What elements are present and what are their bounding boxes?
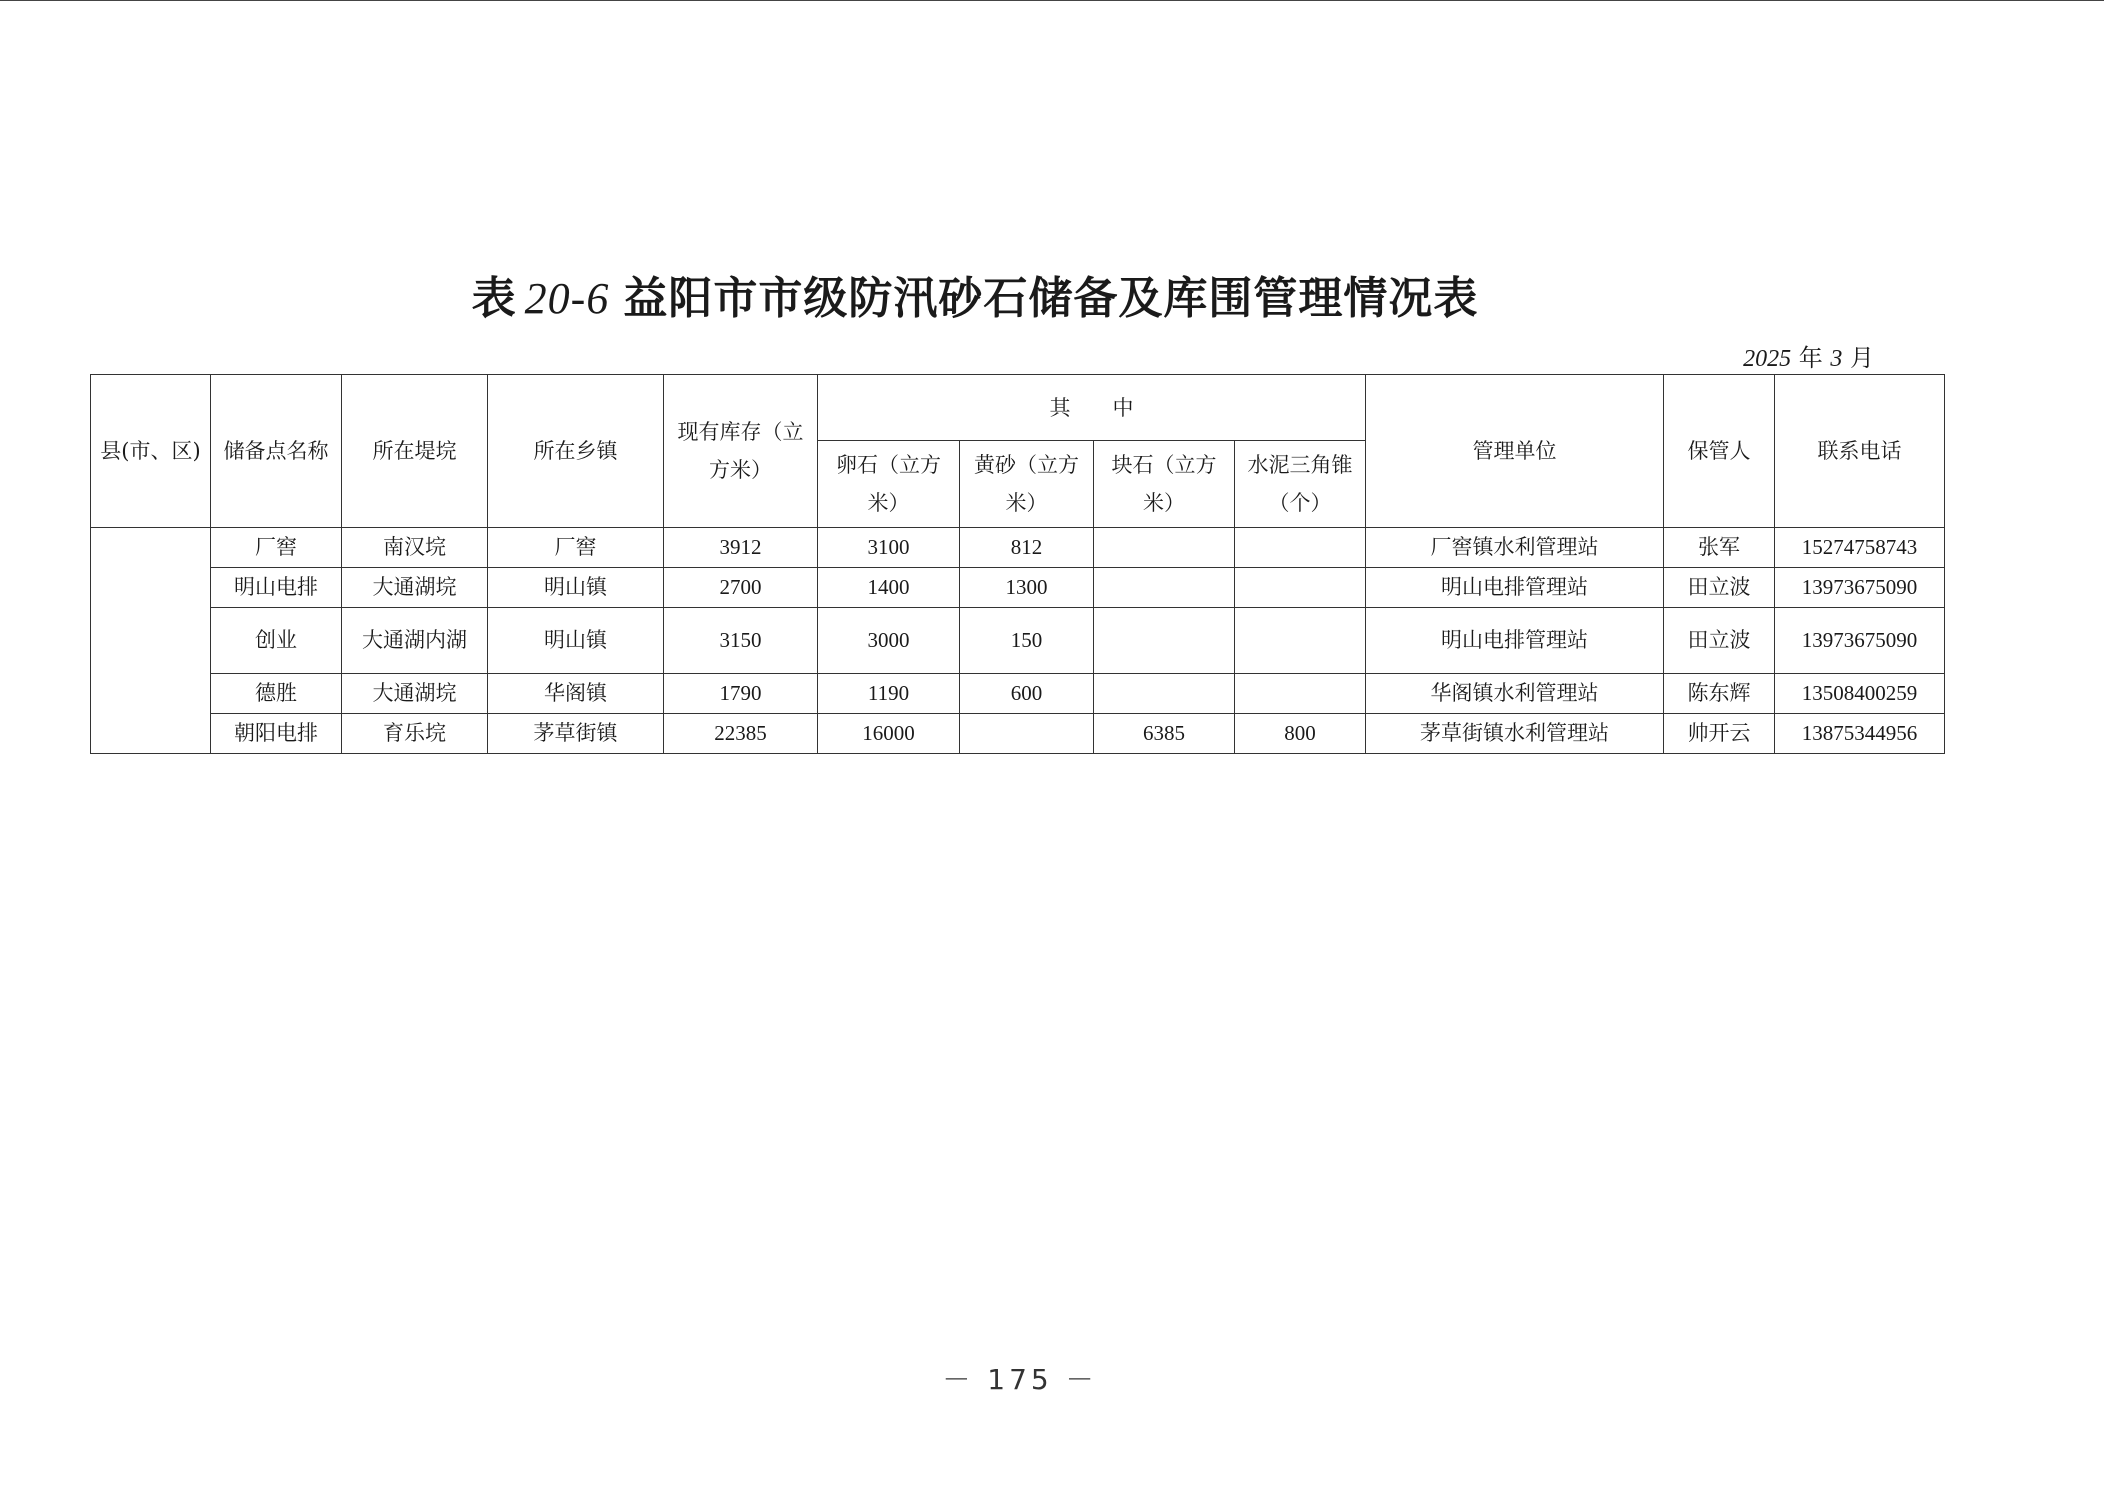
pebble-cell: 1190 — [818, 674, 960, 714]
keeper-cell: 帅开云 — [1664, 714, 1775, 754]
header-management-unit: 管理单位 — [1366, 375, 1664, 528]
sand-stone-reserve-table — [90, 374, 1945, 754]
block-stone-cell — [1094, 608, 1235, 674]
stock-cell: 1790 — [664, 674, 818, 714]
header-phone: 联系电话 — [1775, 375, 1945, 528]
site-cell: 朝阳电排 — [211, 714, 342, 754]
pebble-cell: 16000 — [818, 714, 960, 754]
header-township: 所在乡镇 — [488, 375, 664, 528]
date-year: 2025 — [1743, 346, 1792, 372]
embankment-cell: 南汉垸 — [342, 528, 488, 568]
embankment-cell: 育乐垸 — [342, 714, 488, 754]
block-stone-cell: 6385 — [1094, 714, 1235, 754]
header-of-which: 其 中 — [818, 375, 1366, 441]
block-stone-cell — [1094, 528, 1235, 568]
header-sand: 黄砂（立方米） — [960, 441, 1094, 528]
sand-cell: 600 — [960, 674, 1094, 714]
page-title — [0, 262, 1950, 326]
sand-cell: 1300 — [960, 568, 1094, 608]
report-date — [1743, 338, 1874, 373]
management-unit-cell: 厂窖镇水利管理站 — [1366, 528, 1664, 568]
cement-cone-cell — [1235, 608, 1366, 674]
keeper-cell: 田立波 — [1664, 568, 1775, 608]
management-unit-cell: 明山电排管理站 — [1366, 568, 1664, 608]
phone-cell: 15274758743 — [1775, 528, 1945, 568]
top-border-line — [0, 0, 2104, 1]
table-row — [91, 674, 1945, 714]
cement-cone-cell — [1235, 674, 1366, 714]
stock-cell: 2700 — [664, 568, 818, 608]
pebble-cell: 3000 — [818, 608, 960, 674]
header-county: 县(市、区) — [91, 375, 211, 528]
header-block-stone: 块石（立方米） — [1094, 441, 1235, 528]
header-pebble: 卵石（立方米） — [818, 441, 960, 528]
cement-cone-cell — [1235, 528, 1366, 568]
header-stock: 现有库存（立方米） — [664, 375, 818, 528]
date-year-unit: 年 — [1798, 344, 1823, 372]
date-month-unit: 月 — [1850, 344, 1874, 372]
phone-cell: 13973675090 — [1775, 568, 1945, 608]
cement-cone-cell — [1235, 568, 1366, 608]
stock-cell: 3912 — [664, 528, 818, 568]
date-month: 3 — [1830, 346, 1843, 372]
site-cell: 厂窖 — [211, 528, 342, 568]
site-cell: 明山电排 — [211, 568, 342, 608]
site-cell: 创业 — [211, 608, 342, 674]
phone-cell: 13508400259 — [1775, 674, 1945, 714]
sand-cell: 150 — [960, 608, 1094, 674]
pebble-cell: 3100 — [818, 528, 960, 568]
header-site-name: 储备点名称 — [211, 375, 342, 528]
table-row — [91, 714, 1945, 754]
keeper-cell: 陈东辉 — [1664, 674, 1775, 714]
header-row-1 — [91, 375, 1945, 441]
header-keeper: 保管人 — [1664, 375, 1775, 528]
table-row — [91, 568, 1945, 608]
stock-cell: 3150 — [664, 608, 818, 674]
management-unit-cell: 华阁镇水利管理站 — [1366, 674, 1664, 714]
sand-cell: 812 — [960, 528, 1094, 568]
cement-cone-cell: 800 — [1235, 714, 1366, 754]
phone-cell: 13973675090 — [1775, 608, 1945, 674]
sand-cell — [960, 714, 1094, 754]
embankment-cell: 大通湖垸 — [342, 568, 488, 608]
management-unit-cell: 明山电排管理站 — [1366, 608, 1664, 674]
embankment-cell: 大通湖垸 — [342, 674, 488, 714]
stock-cell: 22385 — [664, 714, 818, 754]
block-stone-cell — [1094, 674, 1235, 714]
title-number: 20-6 — [524, 274, 610, 323]
site-cell: 德胜 — [211, 674, 342, 714]
township-cell: 明山镇 — [488, 568, 664, 608]
phone-cell: 13875344956 — [1775, 714, 1945, 754]
header-embankment: 所在堤垸 — [342, 375, 488, 528]
township-cell: 华阁镇 — [488, 674, 664, 714]
embankment-cell: 大通湖内湖 — [342, 608, 488, 674]
keeper-cell: 田立波 — [1664, 608, 1775, 674]
township-cell: 茅草街镇 — [488, 714, 664, 754]
county-cell — [91, 528, 211, 754]
block-stone-cell — [1094, 568, 1235, 608]
table-row — [91, 608, 1945, 674]
page-number: － 175 － — [942, 1363, 1098, 1396]
management-unit-cell: 茅草街镇水利管理站 — [1366, 714, 1664, 754]
title-prefix: 表 — [471, 273, 517, 324]
header-cement-cone: 水泥三角锥（个） — [1235, 441, 1366, 528]
table-row — [91, 528, 1945, 568]
township-cell: 明山镇 — [488, 608, 664, 674]
keeper-cell: 张军 — [1664, 528, 1775, 568]
township-cell: 厂窖 — [488, 528, 664, 568]
title-text: 益阳市市级防汛砂石储备及库围管理情况表 — [623, 273, 1479, 324]
pebble-cell: 1400 — [818, 568, 960, 608]
